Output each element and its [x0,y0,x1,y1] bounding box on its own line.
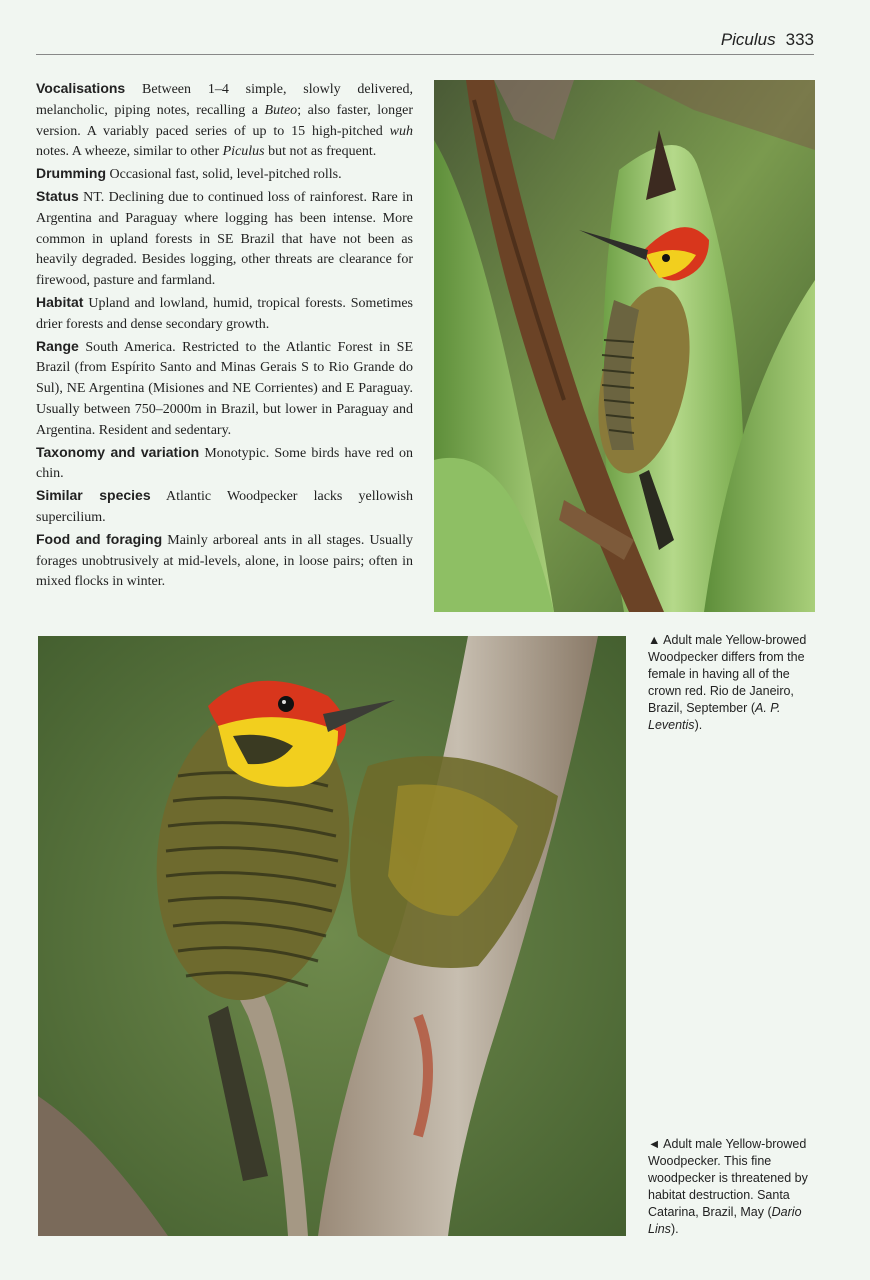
section-taxonomy [36,442,413,486]
up-arrow-icon: ▲ [648,633,661,647]
caption-text: Adult male Yellow-browed Woodpecker. This fine woodpecker is threatened by habitat destruction. Santa Catarina, Brazil, May ( [648,1137,808,1219]
section-heading: Food and foraging [36,530,163,547]
section-heading: Status [36,187,79,204]
section-body: Between 1–4 simple, slowly delivered, melancholic, piping notes, recalling a [36,82,414,118]
caption-bottom-photo [648,1136,826,1238]
section-body: Mainly arboreal ants in all stages. Usually forages unobtrusively at mid-levels, alone, in loose pairs; often in mixed flocks in winter. [36,532,413,590]
italic-term: Buteo [264,102,298,118]
photo-woodpecker-bromeliad [434,80,815,612]
photo-woodpecker-mossy-branch [38,636,626,1236]
section-heading: Drumming [36,165,106,182]
section-body: notes. A wheeze, similar to other [36,144,223,160]
section-heading: Habitat [36,293,84,310]
section-body: South America. Restricted to the Atlantic Forest in SE Brazil (from Espírito Santo and Minas Gerais S to Rio Grande do Sul), NE Argentina (Misiones and NE Corrientes) and E Paraguay. Usually between 750–2000m in Brazil, but lower in Paraguay and Argentina. Resident and sedentary. [36,339,413,438]
section-heading: Similar species [36,487,151,504]
section-range [36,336,413,442]
section-body: ; also faster, longer version. A variably paced series of up to 15 high-pitched [36,102,413,139]
genus-name: Piculus [720,30,776,49]
section-heading: Vocalisations [36,80,126,96]
species-account [36,78,413,593]
section-body: but not as frequent. [264,144,377,160]
section-drumming [36,163,413,186]
left-arrow-icon: ◄ [648,1137,661,1151]
italic-term: wuh [389,123,413,139]
section-heading: Taxonomy and variation [36,443,200,460]
section-status [36,186,413,292]
section-habitat [36,292,413,336]
section-body: Occasional fast, solid, level-pitched rolls. [109,167,342,183]
section-body: Atlantic Woodpecker lacks yellowish supercilium. [36,489,413,525]
section-food-foraging [36,529,413,593]
caption-end: ). [694,718,703,732]
section-heading: Range [36,337,79,354]
caption-top-photo [648,632,826,734]
photo-credit: Dario Lins [648,1205,802,1236]
caption-text: Adult male Yellow-browed Woodpecker differs from the female in having all of the crown red. Rio de Janeiro, Brazil, September ( [648,633,807,715]
section-vocalisations [36,78,413,163]
section-body: Monotypic. Some birds have red on chin. [36,445,413,482]
running-head [721,30,814,50]
section-similar-species [36,485,413,529]
caption-end: ). [670,1222,679,1236]
page-header [36,28,814,55]
section-body: NT. Declining due to continued loss of rainforest. Rare in Argentina and Paraguay where logging has been intense. More common in upland forests in SE Brazil that have not been as heavily degraded. Besides logging, other threats are clearance for firewood, pasture and farmland. [36,189,413,289]
photo-credit: A. P. Leventis [648,701,781,732]
section-body: Upland and lowland, humid, tropical forests. Sometimes drier forests and dense secondary growth. [36,295,413,332]
italic-term: Piculus [222,144,265,160]
page-number: 333 [785,30,814,49]
